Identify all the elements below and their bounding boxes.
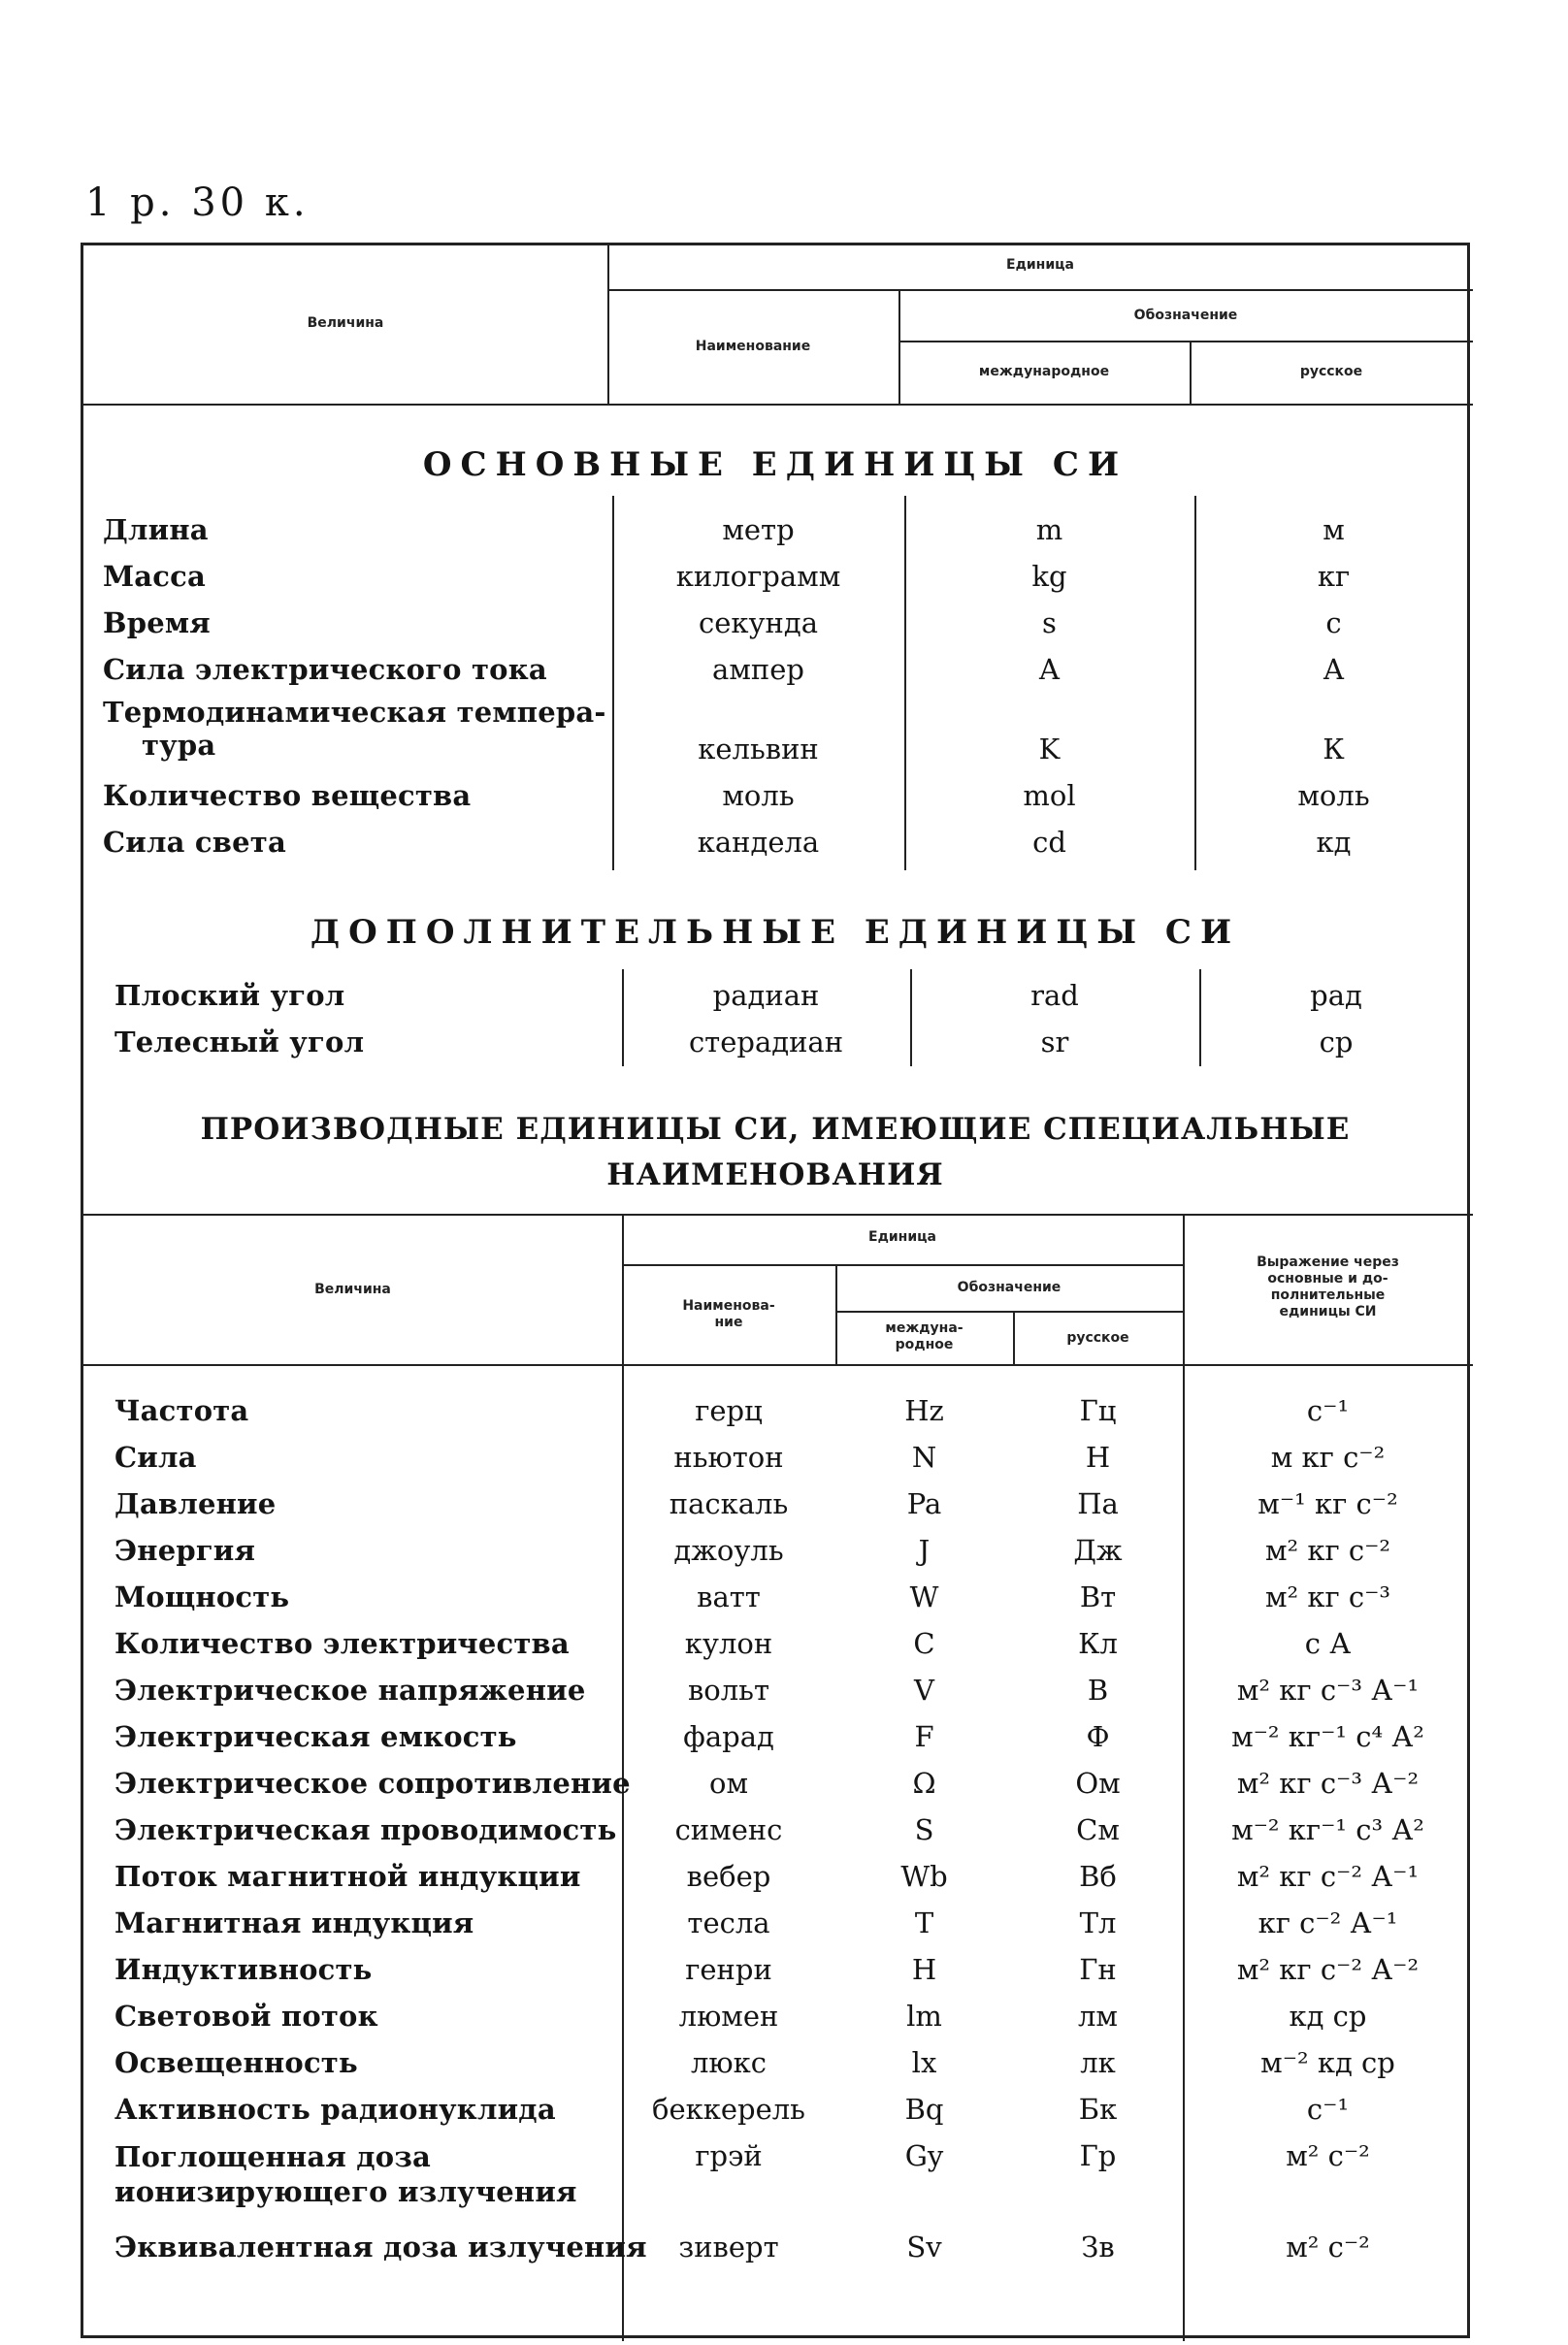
header-name: Наименование [695, 339, 811, 354]
unit-name-cell: беккерель [652, 2093, 805, 2126]
divider [835, 1311, 1183, 1313]
expression-cell: м кг с⁻² [1270, 1441, 1386, 1474]
intl-symbol-cell: mol [1023, 779, 1076, 812]
rus-symbol-cell: В [1087, 1674, 1109, 1707]
quantity-cell: Электрическое сопротивление [114, 1767, 631, 1800]
intl-symbol-cell: cd [1032, 826, 1066, 859]
price-label: 1 р. 30 к. [85, 180, 310, 225]
quantity-cell: Магнитная индукция [114, 1906, 474, 1939]
rus-symbol-cell: Дж [1073, 1534, 1123, 1567]
intl-symbol-cell: rad [1030, 979, 1079, 1012]
rus-symbol-cell: Зв [1081, 2231, 1115, 2264]
quantity-cell: Электрическое напряжение [114, 1674, 586, 1707]
intl-symbol-cell: Gy [904, 2139, 944, 2172]
table-row [83, 1621, 1467, 1666]
rus-symbol-cell: моль [1297, 779, 1370, 812]
expression-cell: кд ср [1289, 2000, 1367, 2033]
table-row [83, 1388, 1467, 1433]
table-row [83, 1947, 1467, 1992]
rus-symbol-cell: Гр [1079, 2139, 1117, 2172]
divider [83, 1364, 1473, 1366]
unit-name-cell: фарад [683, 1720, 774, 1753]
table-row [83, 647, 1467, 692]
unit-name-cell: секунда [698, 606, 819, 639]
header-designation: Обозначение [1133, 308, 1238, 323]
divider [622, 1264, 1183, 1266]
rus-symbol-cell: Вт [1079, 1580, 1117, 1613]
quantity-cell: Длина [103, 513, 209, 546]
unit-name-cell: сименс [674, 1813, 783, 1846]
header-international-line1: междуна- [885, 1320, 964, 1336]
intl-symbol-cell: m [1035, 513, 1063, 546]
intl-symbol-cell: V [914, 1674, 934, 1707]
rus-symbol-cell: Кл [1078, 1627, 1118, 1660]
table-row [83, 1901, 1467, 1945]
intl-symbol-cell: lm [906, 2000, 942, 2033]
rus-symbol-cell: Бк [1078, 2093, 1118, 2126]
intl-symbol-cell: lx [911, 2046, 937, 2079]
header-quantity: Величина [314, 1282, 391, 1297]
quantity-cell: Телесный угол [114, 1026, 365, 1059]
quantity-cell: Индуктивность [114, 1953, 373, 1986]
table-row [83, 973, 1467, 1018]
header-expression-line4: единицы СИ [1279, 1304, 1377, 1319]
intl-symbol-cell: H [911, 1953, 937, 1986]
derived-title-line2: НАИМЕНОВАНИЯ [606, 1157, 944, 1192]
table-row [83, 1808, 1467, 1852]
quantity-cell: Сила электрического тока [103, 653, 547, 686]
unit-name-cell: ом [708, 1767, 749, 1800]
unit-name-cell: ампер [712, 653, 804, 686]
unit-name-cell: метр [722, 513, 795, 546]
intl-symbol-cell: Wb [900, 1860, 948, 1893]
table-row [83, 773, 1467, 818]
section-title-supplementary: ДОПОЛНИТЕЛЬНЫЕ ЕДИНИЦЫ СИ [310, 913, 1241, 952]
expression-cell: с⁻¹ [1306, 1394, 1350, 1427]
unit-name-cell: джоуль [673, 1534, 784, 1567]
quantity-cell: Энергия [114, 1534, 256, 1567]
table-row [83, 2225, 1467, 2269]
divider [607, 289, 1473, 291]
quantity-cell-line2: тура [142, 729, 216, 762]
rus-symbol-cell: кг [1317, 560, 1351, 593]
intl-symbol-cell: N [911, 1441, 937, 1474]
table-row [83, 1435, 1467, 1480]
table-row [83, 1854, 1467, 1899]
header-international: международное [978, 364, 1110, 379]
quantity-cell: Количество вещества [103, 779, 472, 812]
rus-symbol-cell: с [1325, 606, 1342, 639]
divider [898, 341, 1473, 342]
intl-symbol-cell: C [913, 1627, 935, 1660]
intl-symbol-cell: S [914, 1813, 934, 1846]
quantity-cell-line2: ионизирующего излучения [114, 2175, 577, 2208]
unit-name-cell: зиверт [678, 2231, 779, 2264]
header-name-line1: Наименова- [682, 1298, 775, 1314]
unit-name-cell: генри [685, 1953, 772, 1986]
expression-cell: м⁻² кг⁻¹ с³ А² [1231, 1813, 1424, 1846]
quantity-cell: Электрическая емкость [114, 1720, 517, 1753]
intl-symbol-cell: s [1042, 606, 1057, 639]
quantity-cell: Масса [103, 560, 206, 593]
unit-name-cell: ватт [697, 1580, 761, 1613]
rus-symbol-cell: м [1323, 513, 1345, 546]
rus-symbol-cell: Ф [1086, 1720, 1110, 1753]
quantity-cell: Освещенность [114, 2046, 358, 2079]
unit-name-cell: люмен [678, 2000, 779, 2033]
rus-symbol-cell: А [1323, 653, 1345, 686]
unit-name-cell: паскаль [669, 1487, 789, 1520]
table-row [83, 1575, 1467, 1619]
quantity-cell: Время [103, 606, 211, 639]
unit-name-cell: кулон [684, 1627, 773, 1660]
section-title-base: ОСНОВНЫЕ ЕДИНИЦЫ СИ [422, 445, 1128, 484]
derived-title-line1: ПРОИЗВОДНЫЕ ЕДИНИЦЫ СИ, ИМЕЮЩИЕ СПЕЦИАЛЬНЫЕ [200, 1112, 1351, 1147]
header-unit: Единица [868, 1229, 936, 1245]
table-row [83, 1482, 1467, 1526]
expression-cell: м⁻² кд ср [1260, 2046, 1395, 2079]
unit-name-cell: вольт [687, 1674, 770, 1707]
unit-name-cell: моль [722, 779, 795, 812]
table-row [83, 554, 1467, 599]
divider [83, 1214, 1473, 1216]
expression-cell: м² с⁻² [1286, 2231, 1370, 2264]
intl-symbol-cell: Bq [904, 2093, 944, 2126]
table-row [83, 2087, 1467, 2132]
rus-symbol-cell: Па [1077, 1487, 1119, 1520]
table-row [83, 1994, 1467, 2038]
quantity-cell: Электрическая проводимость [114, 1813, 617, 1846]
expression-cell: м² кг с⁻² [1264, 1534, 1391, 1567]
units-table-frame [81, 243, 1470, 2338]
intl-symbol-cell: Sv [906, 2231, 942, 2264]
header-expression-line2: основные и до- [1267, 1271, 1388, 1286]
intl-symbol-cell: sr [1040, 1026, 1069, 1059]
intl-symbol-cell: J [918, 1534, 931, 1567]
header-russian: русское [1066, 1330, 1129, 1346]
quantity-cell: Световой поток [114, 2000, 378, 2033]
rus-symbol-cell: кд [1316, 826, 1352, 859]
table-row [83, 507, 1467, 552]
intl-symbol-cell: kg [1031, 560, 1067, 593]
quantity-cell: Сила света [103, 826, 286, 859]
intl-symbol-cell: F [914, 1720, 934, 1753]
quantity-cell-line1: Термодинамическая темпера- [103, 696, 606, 729]
unit-name-cell: герц [695, 1394, 763, 1427]
unit-name-cell: кельвин [698, 733, 819, 765]
unit-name-cell: стерадиан [688, 1026, 844, 1059]
rus-symbol-cell: К [1323, 733, 1345, 765]
quantity-cell: Мощность [114, 1580, 290, 1613]
table-row [83, 1020, 1467, 1064]
expression-cell: м⁻² кг⁻¹ с⁴ А² [1231, 1720, 1424, 1753]
rus-symbol-cell: Гн [1079, 1953, 1117, 1986]
header-international-line2: родное [895, 1337, 954, 1352]
table-row [83, 601, 1467, 645]
table-row [83, 1668, 1467, 1712]
unit-name-cell: ньютон [673, 1441, 784, 1474]
rus-symbol-cell: Н [1085, 1441, 1111, 1474]
expression-cell: кг с⁻² А⁻¹ [1258, 1906, 1398, 1939]
rus-symbol-cell: Вб [1079, 1860, 1117, 1893]
header-name-line2: ние [714, 1315, 743, 1330]
header-russian: русское [1299, 364, 1363, 379]
quantity-cell: Давление [114, 1487, 277, 1520]
table-row [83, 2133, 1467, 2178]
table-row [83, 1761, 1467, 1806]
intl-symbol-cell: Pa [906, 1487, 942, 1520]
rus-symbol-cell: ср [1319, 1026, 1354, 1059]
unit-name-cell: грэй [695, 2139, 763, 2172]
expression-cell: м⁻¹ кг с⁻² [1258, 1487, 1398, 1520]
header-unit: Единица [1006, 257, 1074, 273]
unit-name-cell: радиан [712, 979, 820, 1012]
expression-cell: м² кг с⁻³ А⁻¹ [1236, 1674, 1420, 1707]
intl-symbol-cell: Hz [904, 1394, 944, 1427]
expression-cell: м² кг с⁻² А⁻¹ [1236, 1860, 1420, 1893]
intl-symbol-cell: A [1039, 653, 1060, 686]
intl-symbol-cell: W [909, 1580, 939, 1613]
quantity-cell: Количество электричества [114, 1627, 570, 1660]
divider [83, 404, 1473, 406]
header-expression-line1: Выражение через [1257, 1254, 1399, 1270]
table-row [83, 1528, 1467, 1573]
rus-symbol-cell: лк [1080, 2046, 1116, 2079]
expression-cell: м² кг с⁻³ [1264, 1580, 1391, 1613]
quantity-cell: Поток магнитной индукции [114, 1860, 581, 1893]
quantity-cell: Активность радионуклида [114, 2093, 556, 2126]
table-row [83, 1714, 1467, 1759]
table-row [83, 727, 1467, 771]
unit-name-cell: люкс [690, 2046, 768, 2079]
rus-symbol-cell: Тл [1079, 1906, 1117, 1939]
quantity-cell-line1: Поглощенная доза [114, 2140, 432, 2173]
divider [898, 289, 900, 404]
intl-symbol-cell: Ω [912, 1767, 936, 1800]
quantity-cell: Сила [114, 1441, 197, 1474]
rus-symbol-cell: лм [1078, 2000, 1118, 2033]
table-row [83, 820, 1467, 864]
unit-name-cell: килограмм [675, 560, 841, 593]
intl-symbol-cell: K [1038, 733, 1061, 765]
header-quantity: Величина [307, 315, 384, 331]
header-designation: Обозначение [957, 1280, 1062, 1295]
unit-name-cell: вебер [686, 1860, 771, 1893]
expression-cell: м² с⁻² [1286, 2139, 1370, 2172]
quantity-cell: Частота [114, 1394, 249, 1427]
expression-cell: с⁻¹ [1306, 2093, 1350, 2126]
rus-symbol-cell: рад [1310, 979, 1362, 1012]
rus-symbol-cell: Ом [1075, 1767, 1121, 1800]
expression-cell: с А [1304, 1627, 1352, 1660]
header-expression-line3: полнительные [1270, 1287, 1386, 1303]
expression-cell: м² кг с⁻² А⁻² [1236, 1953, 1420, 1986]
rus-symbol-cell: Гц [1079, 1394, 1117, 1427]
rus-symbol-cell: См [1076, 1813, 1120, 1846]
unit-name-cell: кандела [697, 826, 820, 859]
expression-cell: м² кг с⁻³ А⁻² [1236, 1767, 1420, 1800]
intl-symbol-cell: T [914, 1906, 934, 1939]
unit-name-cell: тесла [687, 1906, 770, 1939]
table-row [83, 2040, 1467, 2085]
quantity-cell: Плоский угол [114, 979, 345, 1012]
quantity-cell: Эквивалентная доза излучения [114, 2231, 647, 2264]
